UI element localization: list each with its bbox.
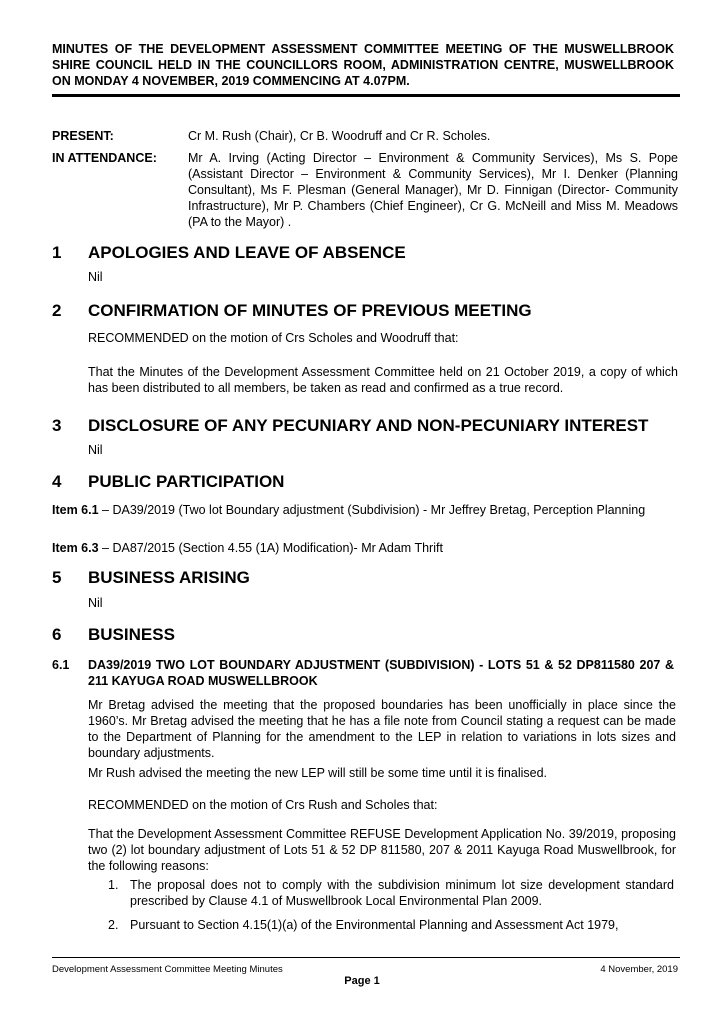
- attendance-row: [52, 150, 680, 230]
- present-value: Cr M. Rush (Chair), Cr B. Woodruff and Cr R. Scholes.: [188, 129, 491, 143]
- page-number: Page 1: [344, 975, 380, 987]
- section-5-heading: [52, 568, 250, 588]
- item-6-1-paragraph-2: Mr Rush advised the meeting the new LEP will still be some time until it is finalised.: [88, 766, 548, 780]
- section-2-resolution: That the Minutes of the Development Assessment Committee held on 21 October 2019, a copy of which has been distributed to all members, be taken as read and confirmed as a true record.: [88, 365, 678, 395]
- public-participation-item-2: [52, 540, 676, 556]
- item-text: – DA87/2015 (Section 4.55 (1A) Modification)- Mr Adam Thrift: [98, 541, 443, 555]
- section-number: 1: [52, 243, 62, 262]
- section-1-body: Nil: [88, 270, 103, 284]
- section-6-heading: [52, 625, 175, 645]
- section-title: PUBLIC PARTICIPATION: [88, 472, 285, 491]
- item-label: Item 6.1: [52, 503, 99, 517]
- reason-text: The proposal does not to comply with the subdivision minimum lot size development standard prescribed by Clause 4.1 of Muswellbrook Local Environmental Plan 2009.: [130, 878, 674, 908]
- reason-item: [108, 877, 674, 909]
- section-3-heading: [52, 416, 648, 436]
- reason-item: [108, 917, 674, 933]
- attendance-label: IN ATTENDANCE:: [52, 151, 157, 165]
- attendance-block: [52, 128, 680, 236]
- section-title: CONFIRMATION OF MINUTES OF PREVIOUS MEETING: [88, 301, 532, 320]
- section-title: BUSINESS ARISING: [88, 568, 250, 587]
- item-6-1-heading: [52, 657, 674, 689]
- reason-text: Pursuant to Section 4.15(1)(a) of the Environmental Planning and Assessment Act 1979,: [130, 918, 619, 932]
- item-number: 6.1: [52, 658, 70, 672]
- minutes-title: MINUTES OF THE DEVELOPMENT ASSESSMENT COMMITTEE MEETING OF THE MUSWELLBROOK SHIRE COUNCIL HELD IN THE COUNCILLORS ROOM, ADMINISTRATION CENTRE, MUSWELLBROOK ON MONDAY 4 NOVEMBER, 2019 COMMENCING AT 4.07PM.: [52, 42, 674, 88]
- section-title: APOLOGIES AND LEAVE OF ABSENCE: [88, 243, 406, 262]
- item-label: Item 6.3: [52, 541, 99, 555]
- section-2-motion: RECOMMENDED on the motion of Crs Scholes and Woodruff that:: [88, 331, 459, 345]
- section-number: 5: [52, 568, 62, 587]
- section-title: BUSINESS: [88, 625, 175, 644]
- attendance-value: Mr A. Irving (Acting Director – Environment & Community Services), Ms S. Pope (Assistant Director – Environment & Community Services), Mr I. Denker (Planning Consultant), Ms F. Plesman (General Manager), Mr D. Finnigan (Director- Community Infrastructure), Mr P. Chambers (Chief Engineer), Cr G. McNeill and Miss M. Meadows (PA to the Mayor) .: [188, 151, 678, 229]
- section-title: DISCLOSURE OF ANY PECUNIARY AND NON-PECUNIARY INTEREST: [88, 416, 649, 435]
- item-6-1-motion: RECOMMENDED on the motion of Crs Rush and Scholes that:: [88, 798, 438, 812]
- section-3-body: Nil: [88, 443, 103, 457]
- section-1-heading: [52, 243, 406, 263]
- item-6-1-paragraph-1: Mr Bretag advised the meeting that the proposed boundaries has been unofficially in place since the 1960’s. Mr Bretag advised the meeting that he has a file note from Council stating a request can be made to the Department of Planning for the amendment to the LEP in relation to variations in lots sizes and boundary adjustments.: [88, 698, 676, 760]
- present-row: [52, 128, 680, 144]
- section-number: 2: [52, 301, 62, 320]
- public-participation-item-1: [52, 502, 676, 518]
- section-4-heading: [52, 472, 284, 492]
- section-number: 3: [52, 416, 62, 435]
- footer-document-name: Development Assessment Committee Meeting Minutes: [52, 964, 283, 975]
- footer-date: 4 November, 2019: [600, 964, 678, 975]
- present-label: PRESENT:: [52, 129, 114, 143]
- item-6-1-resolution: That the Development Assessment Committee REFUSE Development Application No. 39/2019, proposing two (2) lot boundary adjustment of Lots 51 & 52 DP 811580, 207 & 2011 Kayuga Road Muswellbrook, for the following reasons:: [88, 827, 676, 873]
- item-title: DA39/2019 TWO LOT BOUNDARY ADJUSTMENT (SUBDIVISION) - LOTS 51 & 52 DP811580 207 & 211 KAYUGA ROAD MUSWELLBROOK: [88, 658, 674, 688]
- section-number: 4: [52, 472, 62, 491]
- header-divider: [52, 94, 680, 97]
- reason-number: 2.: [108, 918, 119, 932]
- section-2-heading: [52, 301, 532, 321]
- section-5-body: Nil: [88, 596, 103, 610]
- item-text: – DA39/2019 (Two lot Boundary adjustment (Subdivision) - Mr Jeffrey Bretag, Perception Planning: [98, 503, 646, 517]
- reason-number: 1.: [108, 878, 119, 892]
- section-number: 6: [52, 625, 62, 644]
- footer-divider: [52, 957, 680, 958]
